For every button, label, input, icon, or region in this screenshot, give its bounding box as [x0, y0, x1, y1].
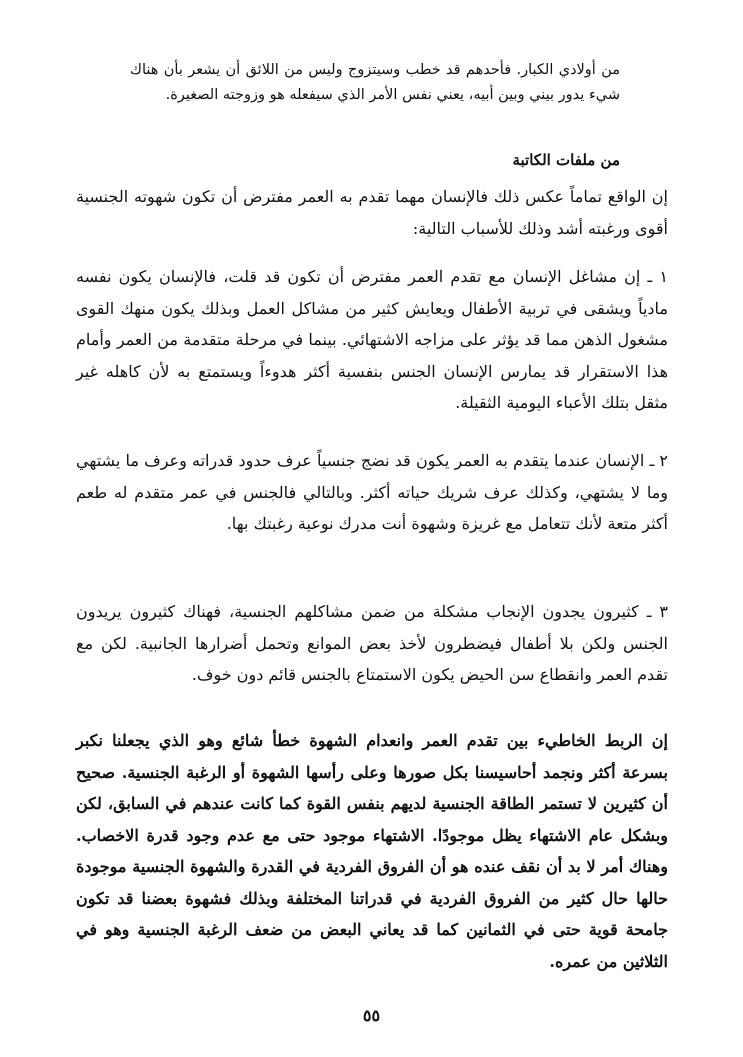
page-number: ٥٥ [362, 1006, 381, 1025]
paragraph-conclusion: إن الربط الخاطيء بين تقدم العمر وانعدام الشهوة خطأ شائع وهو الذي يجعلنا نكبر بسرعة أكثر ونجمد أحاسيسنا بكل صورها وعلى رأسها الشهوة أو الرغبة الجنسية. صحيح أن كثيرين لا تستمر الطاقة الجنسية لديهم بنفس القوة كما كانت عندهم في السابق، لكن وبشكل عام الاشتهاء يظل موجودًا. الاشتهاء موجود حتى مع عدم وجود قدرة الاخصاب. وهناك أمر لا بد أن نقف عنده هو أن الفروق الفردية في القدرة والشهوة الجنسية موجودة حالها حال كثير من الفروق الفردية في قدراتنا المختلفة وبذلك فشهوة بعضنا قد تكون جامحة قوية حتى في الثمانين كما قد يعاني البعض من ضعف الرغبة الجنسية وهو في الثلاثين من عمره. [76, 731, 668, 971]
paragraph-intro: إن الواقع تماماً عكس ذلك فالإنسان مهما تقدم به العمر مفترض أن تكون شهوته الجنسية أقوى ورغبته أشد وذلك للأسباب التالية: [76, 187, 668, 238]
section-heading: من ملفات الكاتبة [512, 151, 620, 169]
quoted-text: من أولادي الكبار. فأحدهم قد خطب وسيتزوج وليس من اللائق أن يشعر بأن هناك شيء يدور بيني وبين أبيه، يعني نفس الأمر الذي سيفعله هو وزوجته الصغيرة. [130, 62, 620, 103]
paragraph-reason-3: ٣ ـ كثيرون يجدون الإنجاب مشكلة من ضمن مشاكلهم الجنسية، فهناك كثيرون يريدون الجنس ولكن بلا أطفال فيضطرون لأخذ بعض الموانع وتحمل أضرارها الجانبية. لكن مع تقدم العمر وانقطاع سن الحيض يكون الاستمتاع بالجنس قائم دون خوف. [76, 602, 668, 684]
paragraph-reason-1: ١ ـ إن مشاغل الإنسان مع تقدم العمر مفترض أن تكون قد قلت، فالإنسان يكون نفسه مادياً ويشقى في تربية الأطفال ويعايش كثير من مشاكل العمل وبذلك يكون منهك القوى مشغول الذهن مما قد يؤثر على مزاجه الاشتهائي. بينما في مرحلة متقدمة من العمر وأمام هذا الاستقرار قد يمارس الإنسان الجنس بنفسية أكثر هدوءاً ويستمتع به لأن كاهله غير مثقل بتلك الأعباء اليومية الثقيلة. [76, 267, 669, 412]
paragraph-reason-2: ٢ ـ الإنسان عندما يتقدم به العمر يكون قد نضج جنسياً عرف حدود قدراته وعرف ما يشتهي وما لا يشتهي، وكذلك عرف شريك حياته أكثر. وبالتالي فالجنس في عمر متقدم له طعم أكثر متعة لأنك تتعامل مع غريزة وشهوة أنت مدرك نوعية رغبتك بها. [76, 451, 668, 533]
